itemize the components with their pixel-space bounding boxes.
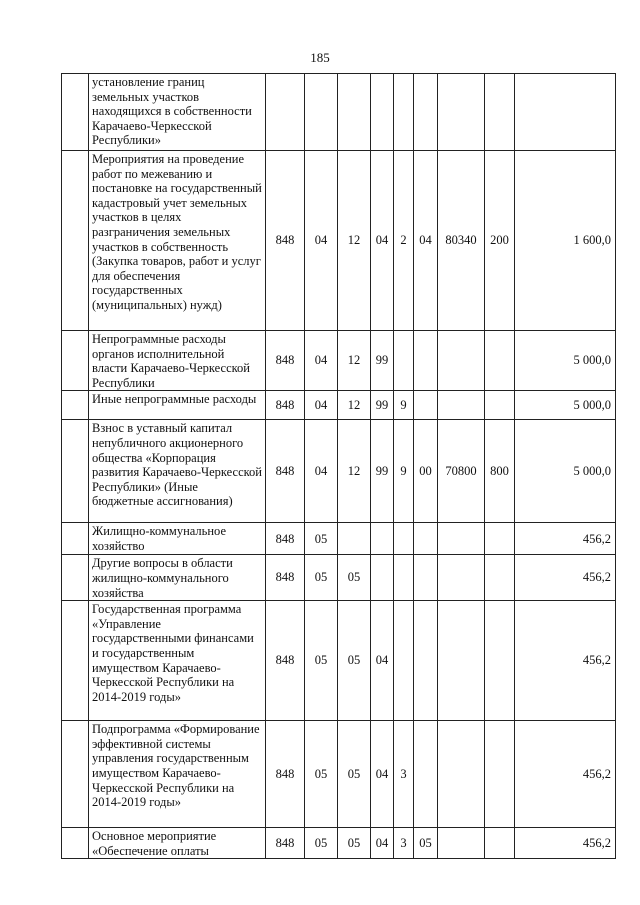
- table-row: [62, 420, 616, 523]
- cell-program: 99: [371, 331, 394, 391]
- cell-index: [62, 331, 89, 391]
- cell-expense-type: [485, 721, 515, 828]
- cell-main-event: [414, 721, 438, 828]
- cell-direction: 80340: [438, 151, 485, 331]
- cell-expense-type: [485, 523, 515, 555]
- cell-ved: 848: [266, 523, 305, 555]
- cell-program: [371, 555, 394, 601]
- table-row: [62, 555, 616, 601]
- cell-index: [62, 420, 89, 523]
- cell-section: 05: [305, 555, 338, 601]
- cell-expense-type: [485, 555, 515, 601]
- cell-expense-type: [485, 828, 515, 859]
- cell-amount: 456,2: [515, 601, 616, 721]
- cell-direction: [438, 331, 485, 391]
- cell-name: Иные непрограммные расходы: [89, 391, 266, 420]
- cell-subprogram: 9: [394, 420, 414, 523]
- cell-subsection: 12: [338, 151, 371, 331]
- cell-section: 04: [305, 420, 338, 523]
- cell-index: [62, 151, 89, 331]
- table-row: [62, 391, 616, 420]
- cell-name: Непрограммные расходы органов исполнительной власти Карачаево-Черкесской Республики: [89, 331, 266, 391]
- cell-ved: 848: [266, 391, 305, 420]
- cell-index: [62, 523, 89, 555]
- cell-direction: [438, 601, 485, 721]
- cell-amount: 456,2: [515, 828, 616, 859]
- cell-program: 99: [371, 391, 394, 420]
- cell-section: 04: [305, 151, 338, 331]
- cell-program: 04: [371, 601, 394, 721]
- cell-main-event: [414, 74, 438, 151]
- cell-name: установление границ земельных участков находящихся в собственности Карачаево-Черкесской Республики»: [89, 74, 266, 151]
- table-row: [62, 151, 616, 331]
- cell-subsection: 05: [338, 828, 371, 859]
- cell-subsection: 12: [338, 331, 371, 391]
- cell-section: 04: [305, 331, 338, 391]
- table-row: [62, 601, 616, 721]
- cell-name: Другие вопросы в области жилищно-коммунального хозяйства: [89, 555, 266, 601]
- cell-expense-type: [485, 74, 515, 151]
- cell-amount: 456,2: [515, 523, 616, 555]
- cell-index: [62, 601, 89, 721]
- cell-direction: [438, 721, 485, 828]
- cell-name: Подпрограмма «Формирование эффективной системы управления государственным имуществом Карачаево-Черкесской Республики на 2014-2019 годы»: [89, 721, 266, 828]
- cell-ved: [266, 74, 305, 151]
- cell-program: 04: [371, 828, 394, 859]
- cell-subprogram: [394, 601, 414, 721]
- table-row: [62, 523, 616, 555]
- cell-subsection: 05: [338, 721, 371, 828]
- cell-subprogram: 2: [394, 151, 414, 331]
- cell-program: 04: [371, 151, 394, 331]
- cell-subsection: 12: [338, 391, 371, 420]
- cell-direction: [438, 523, 485, 555]
- cell-ved: 848: [266, 828, 305, 859]
- cell-subprogram: [394, 555, 414, 601]
- cell-subprogram: 9: [394, 391, 414, 420]
- cell-section: 05: [305, 721, 338, 828]
- cell-amount: 1 600,0: [515, 151, 616, 331]
- cell-program: [371, 523, 394, 555]
- cell-name: Жилищно-коммунальное хозяйство: [89, 523, 266, 555]
- table-row: [62, 721, 616, 828]
- cell-direction: [438, 74, 485, 151]
- cell-main-event: 05: [414, 828, 438, 859]
- cell-index: [62, 555, 89, 601]
- cell-section: 05: [305, 601, 338, 721]
- cell-amount: [515, 74, 616, 151]
- budget-table: [61, 73, 616, 859]
- cell-expense-type: [485, 331, 515, 391]
- cell-section: 05: [305, 828, 338, 859]
- cell-main-event: 04: [414, 151, 438, 331]
- cell-subprogram: 3: [394, 828, 414, 859]
- cell-main-event: [414, 331, 438, 391]
- page-number: 185: [310, 50, 330, 65]
- table-row: [62, 828, 616, 859]
- cell-expense-type: [485, 601, 515, 721]
- cell-name: Основное мероприятие «Обеспечение оплаты: [89, 828, 266, 859]
- cell-amount: 456,2: [515, 555, 616, 601]
- cell-expense-type: 200: [485, 151, 515, 331]
- cell-index: [62, 828, 89, 859]
- cell-ved: 848: [266, 601, 305, 721]
- cell-expense-type: [485, 391, 515, 420]
- cell-subsection: 05: [338, 555, 371, 601]
- cell-subprogram: [394, 74, 414, 151]
- cell-ved: 848: [266, 331, 305, 391]
- cell-subsection: [338, 523, 371, 555]
- cell-program: [371, 74, 394, 151]
- cell-main-event: [414, 523, 438, 555]
- cell-index: [62, 74, 89, 151]
- cell-section: [305, 74, 338, 151]
- cell-program: 99: [371, 420, 394, 523]
- cell-section: 04: [305, 391, 338, 420]
- cell-amount: 456,2: [515, 721, 616, 828]
- cell-subsection: 05: [338, 601, 371, 721]
- cell-main-event: [414, 601, 438, 721]
- cell-index: [62, 391, 89, 420]
- cell-subsection: 12: [338, 420, 371, 523]
- cell-direction: [438, 555, 485, 601]
- cell-section: 05: [305, 523, 338, 555]
- cell-direction: [438, 828, 485, 859]
- cell-subsection: [338, 74, 371, 151]
- cell-ved: 848: [266, 721, 305, 828]
- cell-expense-type: 800: [485, 420, 515, 523]
- cell-subprogram: [394, 331, 414, 391]
- cell-name: Взнос в уставный капитал непубличного акционерного общества «Корпорация развития Карачаево-Черкесской Республики» (Иные бюджетные ассигнования): [89, 420, 266, 523]
- cell-main-event: [414, 555, 438, 601]
- cell-index: [62, 721, 89, 828]
- cell-ved: 848: [266, 555, 305, 601]
- table-row: [62, 331, 616, 391]
- cell-name: Государственная программа «Управление государственными финансами и государственным имуществом Карачаево-Черкесской Республики на 2014-2019 годы»: [89, 601, 266, 721]
- cell-direction: 70800: [438, 420, 485, 523]
- cell-ved: 848: [266, 151, 305, 331]
- cell-direction: [438, 391, 485, 420]
- cell-amount: 5 000,0: [515, 420, 616, 523]
- cell-amount: 5 000,0: [515, 391, 616, 420]
- cell-subprogram: 3: [394, 721, 414, 828]
- table-row: [62, 74, 616, 151]
- cell-amount: 5 000,0: [515, 331, 616, 391]
- cell-name: Мероприятия на проведение работ по межеванию и постановке на государственный кадастровый учет земельных участков в целях разграничения земельных участков в собственность (Закупка товаров, работ и услуг для обеспечения государственных (муниципальных) нужд): [89, 151, 266, 331]
- cell-program: 04: [371, 721, 394, 828]
- cell-subprogram: [394, 523, 414, 555]
- cell-main-event: [414, 391, 438, 420]
- cell-ved: 848: [266, 420, 305, 523]
- cell-main-event: 00: [414, 420, 438, 523]
